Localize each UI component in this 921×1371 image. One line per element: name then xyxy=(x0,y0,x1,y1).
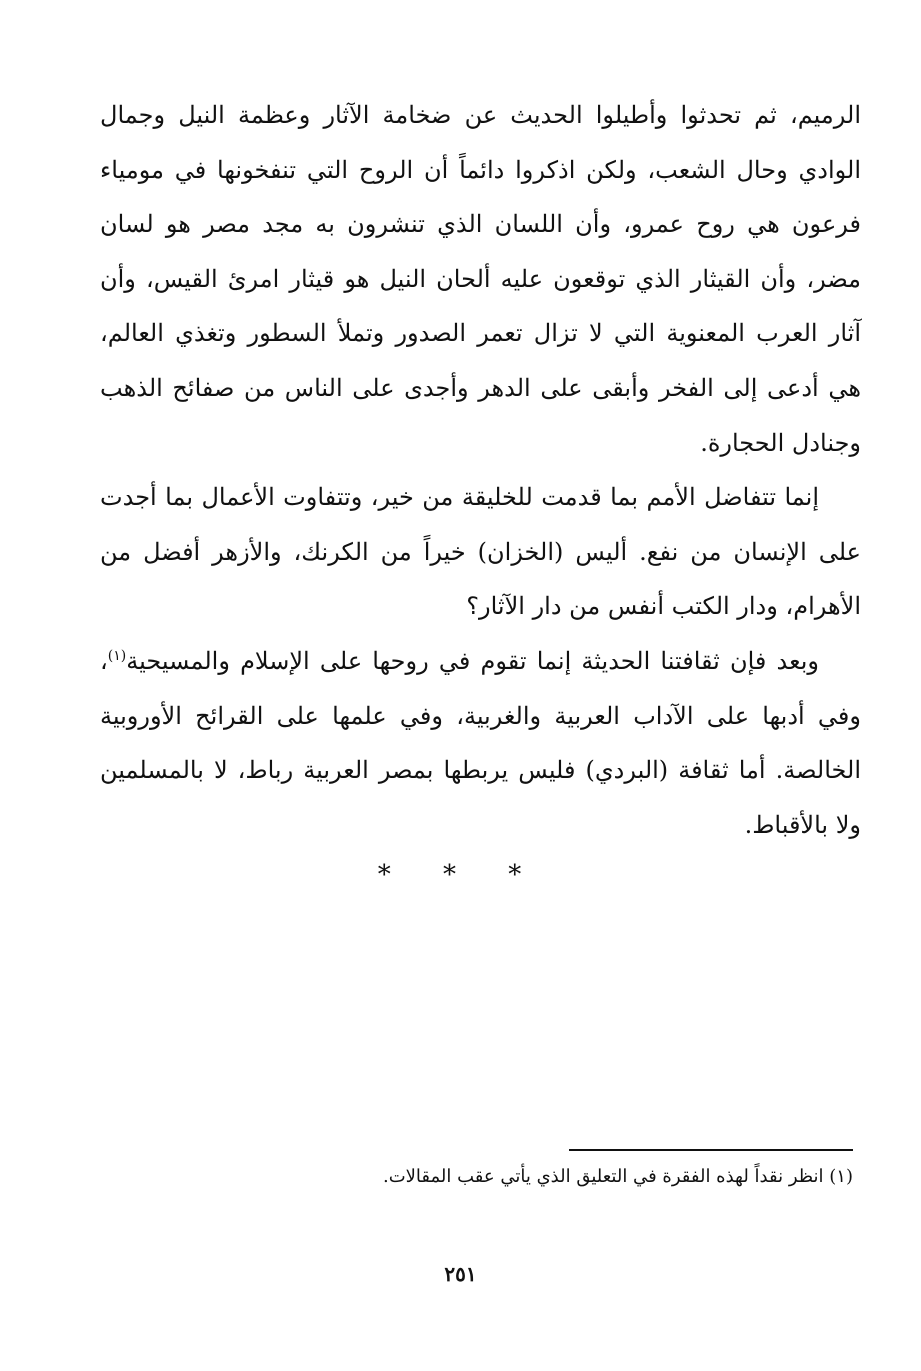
page-number: ٢٥١ xyxy=(444,1262,477,1286)
section-divider: * * * xyxy=(377,860,544,890)
paragraph-2: إنما تتفاضل الأمم بما قدمت للخليقة من خير، وتتفاوت الأعمال بما أجدت على الإنسان من نفع. أليس (الخزان) خيراً من الكرنك، والأزهر أفضل من الأهرام، ودار الكتب أنفس من دار الآثار؟ xyxy=(100,483,861,621)
paragraph-3-start: وبعد فإن ثقافتنا الحديثة إنما تقوم في روحها على الإسلام والمسيحية xyxy=(126,646,820,675)
footnote-rule xyxy=(569,1149,853,1151)
paragraph-1: الرميم، ثم تحدثوا وأطيلوا الحديث عن ضخامة الآثار وعظمة النيل وجمال الوادي وحال الشعب، ولكن اذكروا دائماً أن الروح التي تنفخونها في مومياء فرعون هي روح عمرو، وأن اللسان الذي تنشرون به مجد مصر هو لسان مضر، وأن القيثار الذي توقعون عليه ألحان النيل هو قيثار امرئ القيس، وأن آثار العرب المعنوية التي لا تزال تعمر الصدور وتملأ السطور وتغذي العالم، هي أدعى إلى الفخر وأبقى على الدهر وأجدى على الناس من صفائح الذهب وجنادل الحجارة. xyxy=(100,101,861,457)
footnote-reference: (١) xyxy=(107,647,127,664)
paragraph-3-end: ، وفي أدبها على الآداب العربية والغربية، وفي علمها على القرائح الأوروبية الخالصة. أما ثقافة (البردي) فليس يربطها بمصر العربية رباط، لا بالمسلمين ولا بالأقباط. xyxy=(100,646,861,839)
footnote: (١) انظر نقداً لهذه الفقرة في التعليق الذي يأتي عقب المقالات. xyxy=(382,1166,853,1187)
paragraph-3 xyxy=(100,634,861,852)
main-text xyxy=(100,88,861,852)
